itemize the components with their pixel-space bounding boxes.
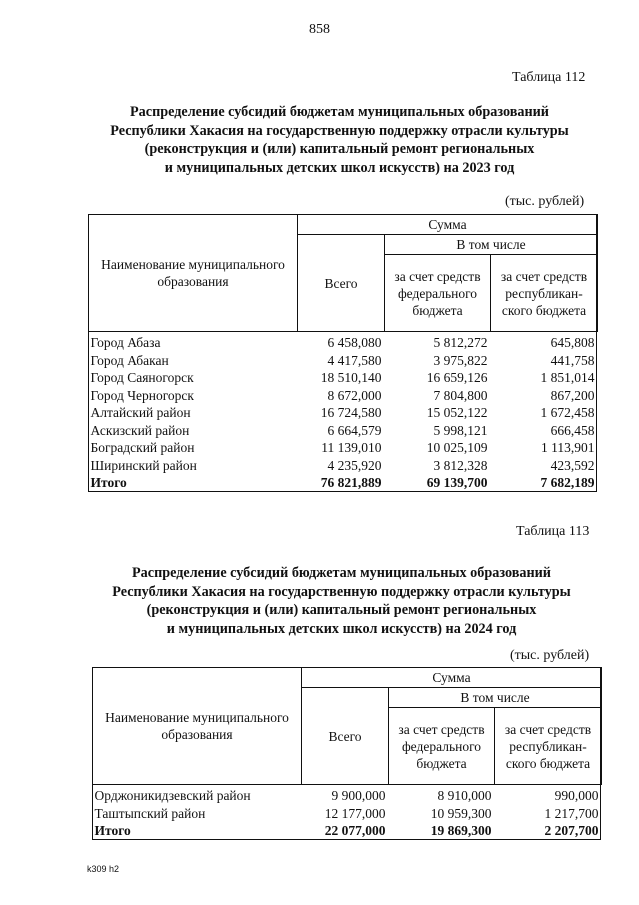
row-federal: 7 804,800	[433, 387, 488, 403]
table-row	[89, 422, 598, 440]
row-total: 18 510,140	[320, 370, 382, 385]
row-federal: 3 812,328	[433, 457, 488, 473]
header-total: Всего	[302, 688, 389, 785]
row-name: Город Абаза	[90, 335, 161, 350]
row-republic: 1 113,901	[541, 440, 595, 455]
row-federal: 10 959,300	[430, 805, 492, 821]
header-republic: за счет средств республикан-ского бюджета	[491, 255, 598, 332]
header-total: Всего	[298, 235, 385, 332]
row-name: Город Саяногорск	[90, 370, 194, 385]
row-republic: 645,808	[550, 335, 595, 350]
row-republic: 441,758	[550, 352, 595, 368]
row-federal: 16 659,126	[426, 370, 488, 385]
row-name: Таштыпский район	[94, 805, 206, 821]
header-including: В том числе	[389, 688, 602, 708]
table-row	[93, 805, 602, 823]
row-federal: 5 998,121	[433, 422, 488, 438]
row-name: Боградский район	[90, 440, 195, 455]
title-line: Распределение субсидий бюджетам муниципальных образований	[130, 104, 549, 120]
total-federal: 69 139,700	[426, 475, 488, 490]
title-line: (реконструкция и (или) капитальный ремонт региональных	[146, 602, 537, 618]
table-row	[89, 404, 598, 422]
table-title	[62, 564, 621, 638]
unit-label: (тыс. рублей)	[510, 648, 590, 663]
row-name: Орджоникидзевский район	[94, 788, 251, 803]
row-total: 8 672,000	[327, 387, 382, 403]
table-row	[89, 439, 598, 457]
table-row	[89, 332, 598, 352]
row-total: 16 724,580	[320, 405, 382, 420]
header-including: В том числе	[385, 235, 598, 255]
row-total: 4 235,920	[327, 457, 382, 473]
row-republic: 666,458	[550, 422, 595, 438]
row-name: Ширинский район	[90, 457, 197, 473]
data-table	[92, 667, 602, 840]
row-name: Город Абакан	[90, 352, 169, 368]
header-sum: Сумма	[298, 215, 598, 235]
table-row	[89, 387, 598, 405]
header-name: Наименование муниципального образования	[89, 215, 298, 332]
header-federal: за счет средств федерального бюджета	[389, 708, 495, 785]
title-line: Республики Хакасия на государственную поддержку отрасли культуры	[110, 122, 569, 139]
row-total: 6 458,080	[327, 335, 382, 350]
table-row	[89, 352, 598, 370]
title-line: (реконструкция и (или) капитальный ремонт региональных	[144, 141, 535, 157]
header-sum: Сумма	[302, 668, 602, 688]
total-all: 22 077,000	[324, 823, 386, 838]
row-total: 6 664,579	[327, 422, 382, 438]
row-republic: 867,200	[550, 387, 595, 403]
header-republic: за счет средств республикан-ского бюджета	[495, 708, 602, 785]
total-row	[93, 822, 602, 840]
total-republic: 7 682,189	[540, 475, 595, 490]
header-federal: за счет средств федерального бюджета	[385, 255, 491, 332]
page-number: 858	[309, 22, 330, 37]
table-label: Таблица 112	[512, 70, 586, 85]
row-name: Город Черногорск	[90, 387, 194, 403]
row-total: 12 177,000	[324, 805, 386, 821]
footer-code: k309 h2	[87, 864, 120, 874]
total-republic: 2 207,700	[544, 823, 599, 838]
table-title	[60, 103, 619, 177]
row-federal: 10 025,109	[426, 440, 488, 455]
row-republic: 423,592	[550, 457, 595, 473]
total-row	[89, 474, 598, 492]
table-row	[89, 369, 598, 387]
table-row	[93, 785, 602, 805]
row-federal: 8 910,000	[437, 788, 492, 803]
title-line: и муниципальных детских школ искусств) на 2023 год	[164, 159, 515, 176]
row-total: 11 139,010	[321, 440, 382, 455]
row-name: Аскизский район	[90, 422, 190, 438]
table-row	[89, 457, 598, 475]
row-total: 4 417,580	[327, 352, 382, 368]
row-republic: 990,000	[554, 788, 599, 803]
total-label: Итого	[90, 475, 127, 490]
row-federal: 5 812,272	[433, 335, 488, 350]
title-line: Республики Хакасия на государственную поддержку отрасли культуры	[112, 583, 571, 600]
title-line: Распределение субсидий бюджетам муниципальных образований	[132, 565, 551, 581]
total-federal: 19 869,300	[430, 823, 492, 838]
row-republic: 1 217,700	[544, 805, 599, 821]
header-name: Наименование муниципального образования	[93, 668, 302, 785]
row-republic: 1 672,458	[540, 405, 595, 420]
row-federal: 15 052,122	[426, 405, 488, 420]
data-table	[88, 214, 598, 492]
row-federal: 3 975,822	[433, 352, 488, 368]
table-label: Таблица 113	[516, 524, 590, 539]
row-total: 9 900,000	[331, 788, 386, 803]
total-label: Итого	[94, 823, 131, 838]
unit-label: (тыс. рублей)	[505, 194, 585, 209]
title-line: и муниципальных детских школ искусств) на 2024 год	[166, 620, 517, 637]
total-all: 76 821,889	[320, 475, 382, 490]
row-republic: 1 851,014	[540, 370, 595, 385]
row-name: Алтайский район	[90, 405, 191, 420]
